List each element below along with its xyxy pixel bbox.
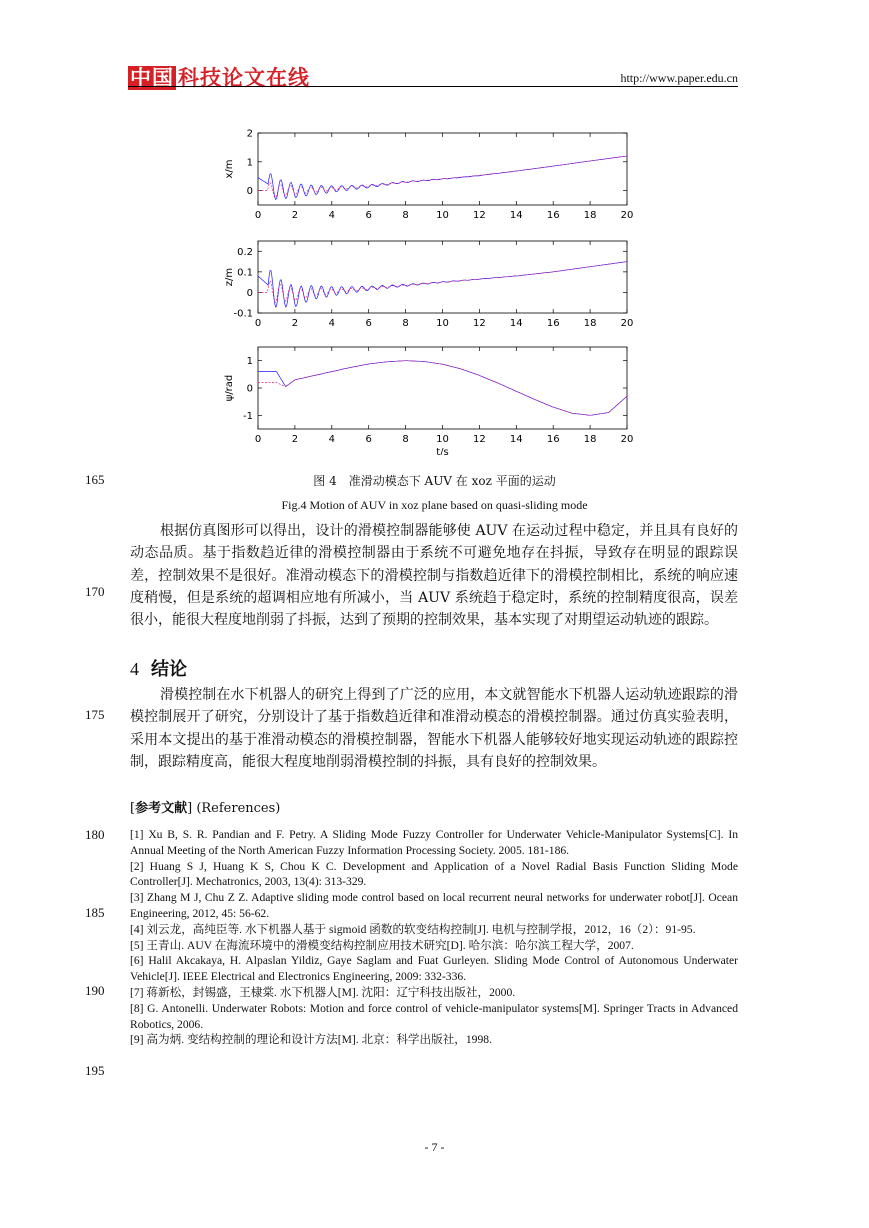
y-tick-label: -0.1 xyxy=(233,308,253,320)
x-tick-label: 14 xyxy=(509,318,523,329)
x-tick-label: 14 xyxy=(509,434,523,445)
line-number: 175 xyxy=(85,707,105,722)
y-axis-label: ψ/rad xyxy=(224,374,235,402)
reference-item: [5] 王青山. AUV 在海流环境中的滑模变结构控制应用技术研究[D]. 哈尔滨：哈尔滨工程大学，2007. xyxy=(130,938,634,952)
reference-list xyxy=(130,827,738,1048)
x-tick-label: 20 xyxy=(620,210,634,221)
reference-item: [4] 刘云龙，高纯臣等. 水下机器人基于 sigmoid 函数的软变结构控制[J]. 电机与控制学报，2012，16（2）：91-95. xyxy=(130,922,696,936)
x-tick-label: 16 xyxy=(546,318,560,329)
x-tick-label: 8 xyxy=(402,434,409,445)
line-number: 190 xyxy=(85,983,105,998)
line-number: 170 xyxy=(85,584,105,599)
plot-frame xyxy=(258,241,627,313)
x-tick-label: 10 xyxy=(436,318,449,329)
x-tick-label: 10 xyxy=(436,434,449,445)
x-tick-label: 12 xyxy=(473,210,486,221)
x-tick-label: 6 xyxy=(365,434,372,445)
x-tick-label: 10 xyxy=(436,210,449,221)
x-tick-label: 20 xyxy=(620,318,634,329)
x-tick-label: 6 xyxy=(365,210,372,221)
x-tick-label: 12 xyxy=(473,318,486,329)
x-tick-label: 18 xyxy=(583,318,597,329)
figure-caption-cn: 图 4 准滑动模态下 AUV 在 xoz 平面的运动 xyxy=(313,474,556,488)
line-number: 195 xyxy=(85,1063,105,1078)
x-tick-label: 12 xyxy=(473,434,486,445)
x-tick-label: 6 xyxy=(365,318,372,329)
reference-item: [9] 高为炳. 变结构控制的理论和设计方法[M]. 北京：科学出版社，1998. xyxy=(130,1033,492,1047)
x-tick-label: 18 xyxy=(583,434,597,445)
x-tick-label: 8 xyxy=(402,210,409,221)
x-tick-label: 4 xyxy=(328,434,335,445)
line-number: 165 xyxy=(85,472,105,487)
y-tick-label: 2 xyxy=(246,128,253,140)
reference-item: [2] Huang S J, Huang K S, Chou K C. Development and Application of a Novel Radial Basis Function Sliding Mode Controller[J]. Mechatronics, 2003, 13(4): 313-329. xyxy=(130,859,738,889)
logo-red-block: 中国 xyxy=(130,66,174,90)
figure-caption-en: Fig.4 Motion of AUV in xoz plane based on quasi-sliding mode xyxy=(281,498,588,512)
plot-frame xyxy=(258,133,627,205)
references-heading-en: (References) xyxy=(196,801,281,816)
y-tick-label: 0 xyxy=(246,383,253,395)
section-title: 结论 xyxy=(151,659,187,680)
header-url[interactable]: http://www.paper.edu.cn xyxy=(620,71,738,85)
y-tick-label: 0.2 xyxy=(237,246,253,258)
x-tick-label: 8 xyxy=(402,318,409,329)
logo-text: 科技论文在线 xyxy=(178,66,310,90)
reference-item: [6] Halil Akcakaya, H. Alpaslan Yildiz, Gaye Saglam and Fuat Gurleyen. Sliding Mode Control of Autonomous Underwater Vehicle[J]. IEEE Electrical and Electronics Engineering, 2009: 332-336. xyxy=(130,954,738,984)
y-tick-label: -1 xyxy=(243,410,253,422)
x-tick-label: 0 xyxy=(254,318,262,329)
x-tick-label: 2 xyxy=(291,434,299,445)
x-tick-label: 20 xyxy=(620,434,634,445)
y-tick-label: 0 xyxy=(246,186,253,198)
y-tick-label: 0.1 xyxy=(237,267,253,279)
page-number: - 7 - xyxy=(424,1140,445,1154)
x-tick-label: 14 xyxy=(509,210,523,221)
x-tick-label: 2 xyxy=(291,210,299,221)
reference-item: [3] Zhang M J, Chu Z Z. Adaptive sliding mode control based on local recurrent neural networks for underwater robot[J]. Ocean Engineering, 2012, 45: 56-62. xyxy=(130,891,738,920)
x-tick-label: 18 xyxy=(583,210,597,221)
reference-item: [1] Xu B, S. R. Pandian and F. Petry. A Sliding Mode Fuzzy Controller for Underwater Vehicle-Manipulator Systems[C]. In Annual Meeting of the North American Fuzzy Information Processing Society. 2005. 181-186. xyxy=(130,828,738,857)
references-heading: [参考文献] (References) xyxy=(130,801,281,816)
y-axis-label: x/m xyxy=(224,159,235,179)
line-number: 180 xyxy=(85,827,105,842)
x-tick-label: 4 xyxy=(328,210,335,221)
y-tick-label: 0 xyxy=(246,287,253,299)
series-line xyxy=(258,361,627,416)
body-paragraph-2: 滑模控制在水下机器人的研究上得到了广泛的应用，本文就智能水下机器人运动轨迹跟踪的滑模控制展开了研究，分别设计了基于指数趋近律和准滑动模态的滑模控制器。通过仿真实验表明，采用本文提出的基于准滑动模态的滑模控制器，智能水下机器人能够较好地实现运动轨迹的跟踪控制，跟踪精度高，能很大程度地削弱滑模控制的抖振，具有良好的控制效果。 xyxy=(130,687,738,770)
section-number: 4 xyxy=(130,659,139,679)
x-tick-label: 16 xyxy=(546,210,560,221)
plot-frame xyxy=(258,347,627,429)
figure-4 xyxy=(210,125,650,459)
x-tick-label: 16 xyxy=(546,434,560,445)
series-line xyxy=(258,156,627,199)
series-line xyxy=(258,361,627,416)
site-logo xyxy=(128,62,310,92)
x-tick-label: 4 xyxy=(328,318,335,329)
x-axis-label: t/s xyxy=(436,447,449,455)
reference-item: [8] G. Antonelli. Underwater Robots: Motion and force control of vehicle-manipulator systems[M]. Springer Tracts in Advanced Robotics, 2006. xyxy=(130,1001,738,1031)
series-line xyxy=(258,262,627,307)
series-line xyxy=(258,156,627,198)
section-heading xyxy=(130,655,187,681)
reference-item: [7] 蒋新松，封锡盛，王棣棠. 水下机器人[M]. 沈阳：辽宁科技出版社，2000. xyxy=(130,985,516,999)
body-paragraph-1: 根据仿真图形可以得出，设计的滑模控制器能够使 AUV 在运动过程中稳定，并且具有良好的动态品质。基于指数趋近律的滑模控制器由于系统不可避免地存在抖振，导致存在明显的跟踪误差，控制效果不是很好。准滑动模态下的滑模控制与指数趋近律下的滑模控制相比，系统的响应速度稍慢，但是系统的超调相应地有所减小，当 AUV 系统趋于稳定时，系统的控制精度很高，误差很小，能很大程度地削弱了抖振，达到了预期的控制效果，基本实现了对期望运动轨迹的跟踪。 xyxy=(130,523,738,629)
y-tick-label: 1 xyxy=(246,157,253,169)
y-tick-label: 1 xyxy=(246,356,253,368)
x-tick-label: 2 xyxy=(291,318,299,329)
header-divider xyxy=(128,86,738,87)
y-axis-label: z/m xyxy=(224,267,235,287)
line-number: 185 xyxy=(85,905,105,920)
figure-4-plots xyxy=(210,125,650,455)
references-heading-cn: 参考文献 xyxy=(135,801,188,816)
x-tick-label: 0 xyxy=(254,434,262,445)
x-tick-label: 0 xyxy=(254,210,262,221)
